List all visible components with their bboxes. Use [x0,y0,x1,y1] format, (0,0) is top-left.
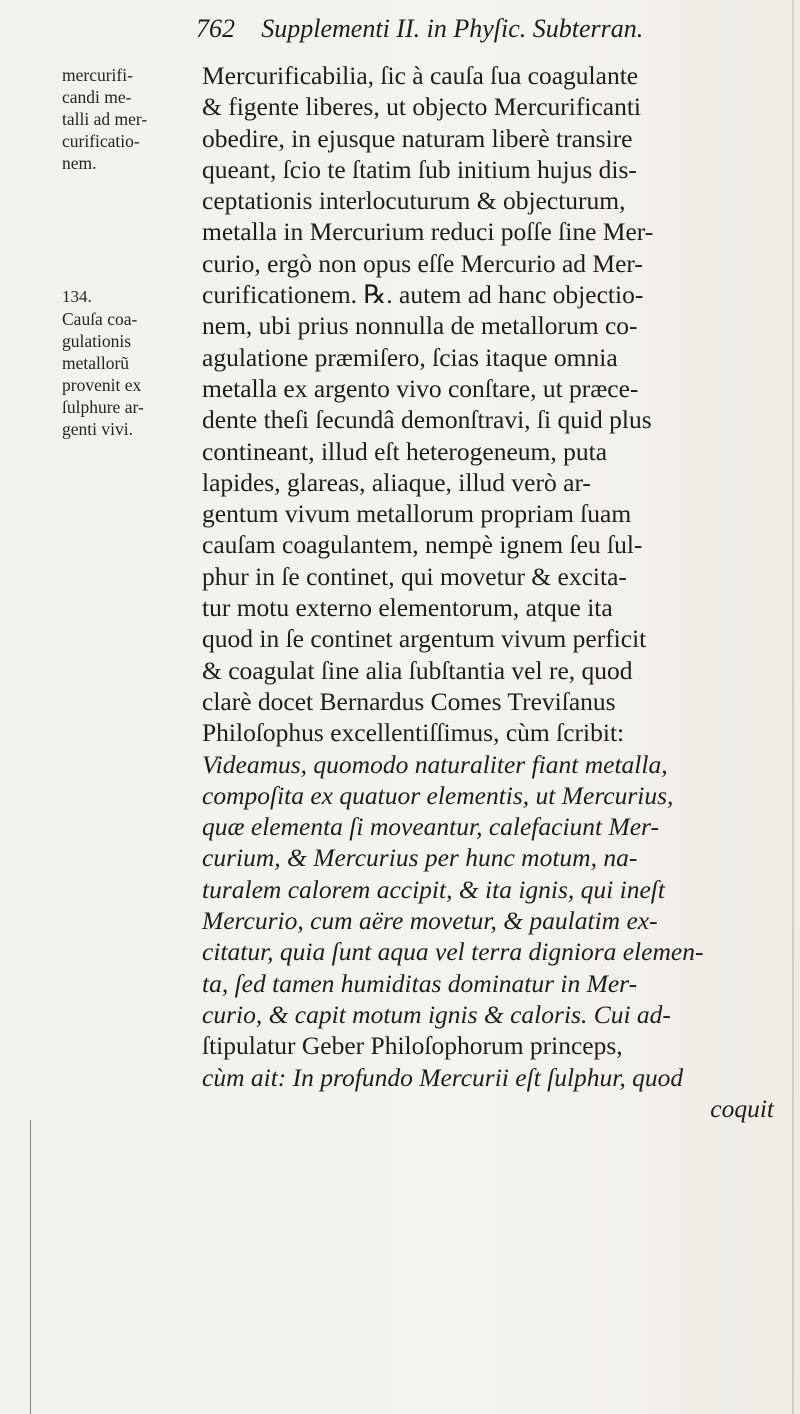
text-line: lapides, glareas, aliaque, illud verò ar- [202,467,591,497]
text-line: phur in ſe continet, qui movetur & excita- [202,561,627,591]
text-line: metalla ex argento vivo conſtare, ut præce- [202,373,639,403]
running-header [196,12,796,46]
running-title: Supplementi II. in Phyſic. Subterran. [261,14,644,43]
text-line: clarè docet Bernardus Comes Treviſanus [202,686,616,716]
margin-line: mercurifi- [62,65,133,85]
margin-line: Cauſa coa- [62,309,138,329]
text-line: ceptationis interlocuturum & objecturum, [202,186,626,216]
quote-line: citatur, quia ſunt aqua vel terra digniora elemen- [202,937,704,967]
quote-line: Videamus, quomodo naturaliter fiant metalla, [202,749,668,779]
margin-line: genti vivi. [62,419,133,439]
page-number: 762 [196,14,235,43]
text-line: ſtipulatur Geber Philoſophorum princeps, [202,1031,623,1061]
text-line: obedire, in ejusque naturam liberè transire [202,123,633,153]
quote-line: turalem calorem accipit, & ita ignis, qui ineſt [202,874,665,904]
text-line: tur motu externo elementorum, atque ita [202,593,613,623]
text-line: dente theſi ſecundâ demonſtravi, ſi quid plus [202,405,652,435]
quote-line: ta, ſed tamen humiditas dominatur in Mer- [202,968,638,998]
margin-line: candi me- [62,87,132,107]
text-line: queant, ſcio te ſtatim ſub initium hujus dis- [202,154,637,184]
quote-line: compoſita ex quatuor elementis, ut Mercurius, [202,780,674,810]
margin-line: provenit ex [62,375,142,395]
margin-line: metallorũ [62,353,130,373]
margin-note-coagulation [62,286,202,440]
text-line: curificationem. ℞. autem ad hanc objectio- [202,280,644,310]
main-text-block [202,60,792,1124]
catchword: coquit [710,1093,774,1123]
quote-line: cùm ait: In profundo Mercurii eſt ſulphur, quod [202,1062,684,1092]
section-number: 134. [62,287,92,306]
text-line: contineant, illud eſt heterogeneum, puta [202,436,608,466]
quote-line: curio, & capit motum ignis & caloris. Cui ad- [202,999,671,1029]
text-line: cauſam coagulantem, nempè ignem ſeu ſul- [202,530,643,560]
quote-line: curium, & Mercurius per hunc motum, na- [202,843,638,873]
text-line: & figente liberes, ut objecto Mercurificanti [202,92,642,122]
text-line: gentum vivum metallorum propriam ſuam [202,499,632,529]
margin-line: talli ad mer- [62,109,148,129]
page-edge [30,1120,41,1414]
margin-line: curificatio- [62,131,140,151]
text-line: agulatione præmiſero, ſcias itaque omnia [202,342,618,372]
margin-line: ſulphure ar- [62,397,144,417]
text-line: Mercurificabilia, ſic à cauſa ſua coagulante [202,61,639,90]
text-line: quod in ſe continet argentum vivum perficit [202,624,647,654]
text-line: & coagulat ſine alia ſubſtantia vel re, quod [202,655,633,685]
text-line: curio, ergò non opus eſſe Mercurio ad Mer- [202,248,643,278]
text-line: metalla in Mercurium reduci poſſe ſine Mer- [202,217,654,247]
quote-line: quæ elementa ſi moveantur, calefaciunt Mer- [202,812,659,842]
text-line: Philoſophus excellentiſſimus, cùm ſcribit: [202,718,625,748]
margin-line: nem. [62,153,97,173]
text-line: nem, ubi prius nonnulla de metallorum co- [202,311,638,341]
margin-line: gulationis [62,331,132,351]
margin-note-mercurification [62,64,202,174]
gutter-shadow [792,0,794,1414]
quote-line: Mercurio, cum aëre movetur, & paulatim ex- [202,906,658,936]
